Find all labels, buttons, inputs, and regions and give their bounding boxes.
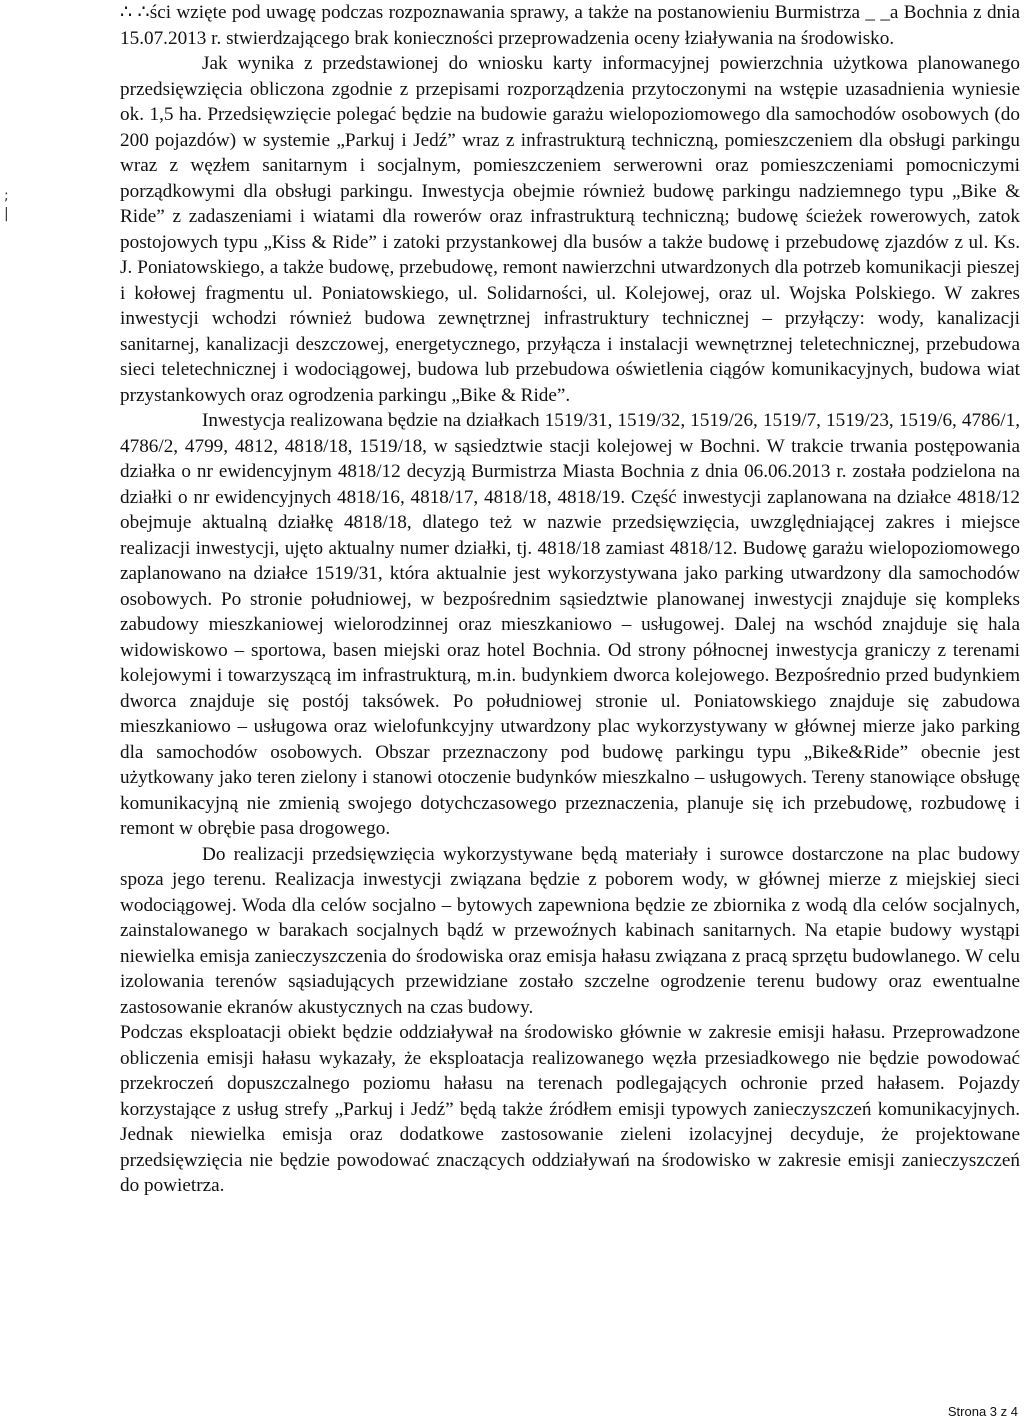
- paragraph-investment-location: Inwestycja realizowana będzie na działkach 1519/31, 1519/32, 1519/26, 1519/7, 1519/23, 1519/6, 4786/1, 4786/2, 4799, 4812, 4818/18, 1519/18, w sąsiedztwie stacji kolejowej w Bochni. W trakcie trwania postępowania działka o nr ewidencyjnym 4818/12 decyzją Burmistrza Miasta Bochnia z dnia 06.06.2013 r. została podzielona na działki o nr ewidencyjnych 4818/16, 4818/17, 4818/18, 4818/19. Część inwestycji zaplanowana na działce 4818/12 obejmuje aktualną działkę 4818/18, dlatego też w nazwie przedsięwzięcia, uwzględniającej zakres i miejsce realizacji inwestycji, ujęto aktualny numer działki, tj. 4818/18 zamiast 4818/12. Budowę garażu wielopoziomowego zaplanowano na działce 1519/31, która aktualnie jest wykorzystywana jako parking utwardzony dla samochodów osobowych. Po stronie południowej, w bezpośrednim sąsiedztwie planowanej inwestycji znajduje się kompleks zabudowy mieszkaniowej wielorodzinnej oraz mieszkaniowo – usługowej. Dalej na wschód znajduje się hala widowiskowo – sportowa, basen miejski oraz hotel Bochnia. Od strony północnej inwestycja graniczy z terenami kolejowymi i towarzyszącą im infrastrukturą, m.in. budynkiem dworca kolejowego. Bezpośrednio przed budynkiem dworca znajduje się postój taksówek. Po południowej stronie ul. Poniatowskiego znajduje się zabudowa mieszkaniowo – usługowa oraz wielofunkcyjny utwardzony plac wykorzystywany w głównej mierze jako parking dla samochodów osobowych. Obszar przeznaczony pod budowę parkingu typu „Bike&Ride” obecnie jest użytkowany jako teren zielony i stanowi otoczenie budynków mieszkalno – usługowych. Tereny stanowiące obsługę komunikacyjną nie zmienią swojego dotychczasowego przeznaczenia, planuje się ich przebudowę, rozbudowę i remont w obrębie pasa drogowego.: [120, 410, 1020, 839]
- paragraph-operation-impact: Podczas eksploatacji obiekt będzie oddziaływał na środowisko głównie w zakresie emisji hałasu. Przeprowadzone obliczenia emisji hałasu wykazały, że eksploatacja realizowanego węzła przesiadkowego nie będzie powodować przekroczeń dopuszczalnego poziomu hałasu na terenach podlegających ochronie przed hałasem. Pojazdy korzystające z usług strefy „Parkuj i Jedź” będą także źródłem emisji typowych zanieczyszczeń komunikacyjnych. Jednak niewielka emisja oraz dodatkowe zastosowanie zieleni izolacyjnej decyduje, że projektowane przedsięwzięcia nie będzie powodować znaczących oddziaływań na środowisko w zakresie emisji zanieczyszczeń do powietrza.: [120, 1022, 1020, 1196]
- scan-edge-mark: ;: [4, 188, 9, 204]
- scan-edge-mark: |: [4, 206, 9, 222]
- paragraph-project-description: Jak wynika z przedstawionej do wniosku karty informacyjnej powierzchnia użytkowa planowanego przedsięwzięcia obliczona zgodnie z przepisami rozporządzenia przytoczonymi na wstępie uzasadnienia wyniesie ok. 1,5 ha. Przedsięwzięcie polegać będzie na budowie garażu wielopoziomowego dla samochodów osobowych (do 200 pojazdów) w systemie „Parkuj i Jedź” wraz z infrastrukturą techniczną, pomieszczeniem dla obsługi parkingu wraz z węzłem sanitarnym i socjalnym, pomieszczeniem serwerowni oraz pomieszczeniami pomocniczymi porządkowymi dla obsługi parkingu. Inwestycja obejmie również budowę parkingu nadziemnego typu „Bike & Ride” z zadaszeniami i wiatami dla rowerów oraz infrastrukturą techniczną; budowę ścieżek rowerowych, zatok postojowych typu „Kiss & Ride” i zatoki przystankowej dla busów a także budowę i przebudowę zjazdów z ul. Ks. J. Poniatowskiego, a także budowę, przebudowę, remont nawierzchni utwardzonych dla potrzeb komunikacji pieszej i kołowej fragmentu ul. Poniatowskiego, ul. Solidarności, ul. Kolejowej, oraz ul. Wojska Polskiego. W zakres inwestycji wchodzi również budowa zewnętrznej infrastruktury technicznej – przyłączy: wody, kanalizacji sanitarnej, kanalizacji deszczowej, energetycznego, przyłącza i instalacji wewnętrznej teletechnicznej, przebudowa sieci teletechnicznej i wodociągowej, budowa lub przebudowa oświetlenia ciągów komunikacyjnych, budowa wiat przystankowych oraz ogrodzenia parkingu „Bike & Ride”.: [120, 53, 1020, 406]
- paragraph-construction-materials: Do realizacji przedsięwzięcia wykorzystywane będą materiały i surowce dostarczone na plac budowy spoza jego terenu. Realizacja inwestycji związana będzie z poborem wody, w głównej mierze z miejskiej sieci wodociągowej. Woda dla celów socjalno – bytowych zapewniona będzie ze zbiornika z wodą dla celów socjalnych, zainstalowanego w barakach socjalnych bądź w przewoźnych kabinach sanitarnych. Na etapie budowy wystąpi niewielka emisja zanieczyszczenia do środowiska oraz emisja hałasu związana z pracą sprzętu budowlanego. W celu izolowania terenów sąsiadujących przewidziane zostało szczelne ogrodzenie terenu budowy oraz ewentualne zastosowanie ekranów akustycznych na czas budowy.: [120, 843, 1020, 1018]
- paragraph-fragment-top: ∴ ∴ści wzięte pod uwagę podczas rozpoznawania sprawy, a także na postanowieniu Burmistrza _ _a Bochnia z dnia 15.07.2013 r. stwierdzającego brak konieczności przeprowadzenia oceny łziaływania na środowisko.: [120, 2, 1020, 49]
- document-body: [120, 0, 1020, 1199]
- page-number: Strona 3 z 4: [947, 1404, 1018, 1419]
